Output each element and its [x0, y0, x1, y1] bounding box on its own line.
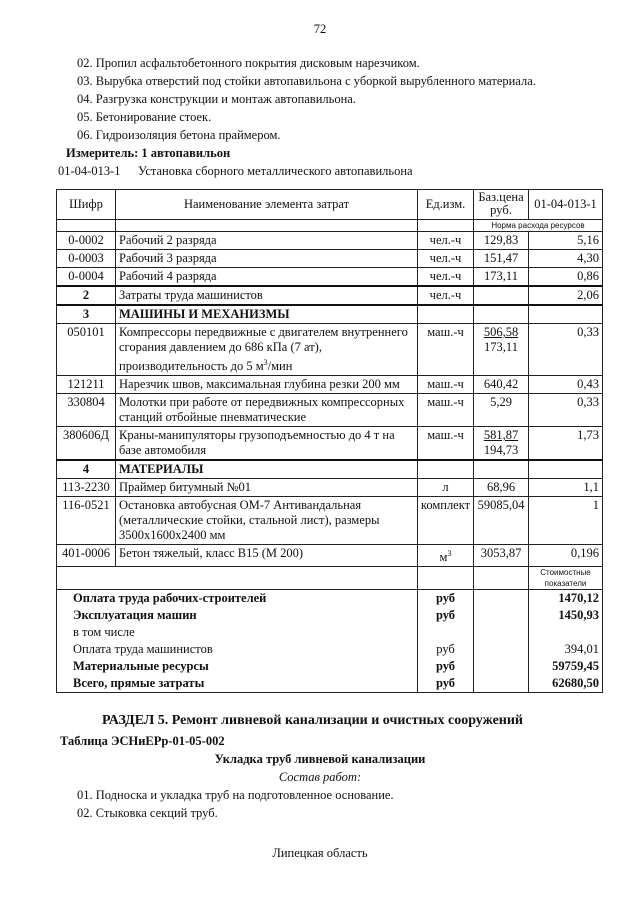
footer-region: Липецкая область [272, 846, 368, 860]
summary-unit: руб [418, 607, 474, 624]
summary-value: 394,01 [529, 641, 603, 658]
cell-code: 330804 [57, 394, 116, 427]
cell-code: 0-0003 [57, 250, 116, 268]
section-title: РАЗДЕЛ 5. Ремонт ливневой канализации и очистных сооружений [102, 713, 523, 728]
cell-code: 113-2230 [57, 479, 116, 497]
cell-norm: 4,30 [529, 250, 603, 268]
cell-norm: 1,1 [529, 479, 603, 497]
item-title: Установка сборного металлического автопавильона [138, 164, 413, 178]
table-row [57, 394, 603, 427]
header-unit: Ед.изм. [418, 190, 474, 220]
table-row [57, 268, 603, 287]
cell-code: 0-0002 [57, 232, 116, 250]
cell-unit: маш.-ч [418, 427, 474, 461]
summary-unit: руб [418, 675, 474, 693]
summary-row [57, 675, 603, 693]
page-number: 72 [313, 22, 327, 36]
cell-name: Рабочий 3 разряда [116, 250, 418, 268]
cell-name: Остановка автобусная ОМ-7 Антивандальная (металлические стойки, стальной лист), размеры 3500х1600х2400 мм [116, 497, 418, 545]
cell-name: Компрессоры передвижные с двигателем внутреннего сгорания давлением до 686 кПа (7 ат), производительность до 5 $м^3$/мин [116, 324, 418, 376]
summary-unit: руб [418, 590, 474, 608]
table-row [57, 479, 603, 497]
table-row [57, 376, 603, 394]
works-caption: Состав работ: [278, 770, 362, 784]
work-item: 04. Разгрузка конструкции и монтаж автопавильона. [77, 92, 356, 106]
cell-name: Бетон тяжелый, класс В15 (М 200) [116, 545, 418, 567]
cell-price: 506,58 173,11 [474, 324, 529, 376]
cell-unit: $м^3$ [418, 545, 474, 567]
summary-row [57, 658, 603, 675]
resource-table [56, 189, 603, 693]
cell-name: Молотки при работе от передвижных компрессорных станций отбойные пневматические [116, 394, 418, 427]
cell-price: 129,83 [474, 232, 529, 250]
item-code: 01-04-013-1 [58, 164, 121, 178]
cell-price: 3053,87 [474, 545, 529, 567]
summary-value: 62680,50 [529, 675, 603, 693]
cell-code: 4 [57, 460, 116, 479]
summary-label: в том числе [57, 624, 418, 641]
header-code: Шифр [57, 190, 116, 220]
cell-price [474, 286, 529, 305]
table-title: Таблица ЭСНиЕРр-01-05-002 [60, 734, 225, 748]
table-row [57, 460, 603, 479]
cell-norm: 0,43 [529, 376, 603, 394]
cell-unit: маш.-ч [418, 394, 474, 427]
header-price: Баз.цена руб. [474, 190, 529, 220]
cell-code: 3 [57, 305, 116, 324]
cell-unit: маш.-ч [418, 376, 474, 394]
table-row [57, 427, 603, 461]
table-row [57, 286, 603, 305]
cell-price: 640,42 [474, 376, 529, 394]
cell-price: 5,29 [474, 394, 529, 427]
cell-name: Рабочий 4 разряда [116, 268, 418, 287]
cell-unit: чел.-ч [418, 250, 474, 268]
summary-label: Эксплуатация машин [57, 607, 418, 624]
summary-row [57, 590, 603, 608]
meter-label: Измеритель: 1 автопавильон [66, 146, 231, 160]
cell-norm: 0,196 [529, 545, 603, 567]
cell-unit: чел.-ч [418, 268, 474, 287]
cell-code: 380606Д [57, 427, 116, 461]
table-row [57, 250, 603, 268]
cell-name: Нарезчик швов, максимальная глубина резки 200 мм [116, 376, 418, 394]
summary-label: Оплата труда рабочих-строителей [57, 590, 418, 608]
cell-name: Затраты труда машинистов [116, 286, 418, 305]
cell-norm: 0,33 [529, 324, 603, 376]
cell-norm: 1,73 [529, 427, 603, 461]
cell-code: 2 [57, 286, 116, 305]
cell-unit: комплект [418, 497, 474, 545]
cell-norm: 5,16 [529, 232, 603, 250]
summary-row [57, 641, 603, 658]
subtitle: Укладка труб ливневой канализации [214, 752, 426, 766]
cell-code: 050101 [57, 324, 116, 376]
cell-unit: чел.-ч [418, 286, 474, 305]
cell-code: 401-0006 [57, 545, 116, 567]
cell-unit: л [418, 479, 474, 497]
summary-row [57, 624, 603, 641]
cell-name: Праймер битумный №01 [116, 479, 418, 497]
table-row [57, 324, 603, 376]
header-norm: 01-04-013-1 [529, 190, 603, 220]
table-row [57, 232, 603, 250]
summary-label: Всего, прямые затраты [57, 675, 418, 693]
cell-unit: маш.-ч [418, 324, 474, 376]
work-item: 06. Гидроизоляция бетона праймером. [77, 128, 281, 142]
work-item: 05. Бетонирование стоек. [77, 110, 212, 124]
table-row [57, 545, 603, 567]
cost-caption: Стоимостные показатели [529, 567, 603, 590]
section-heading: МАШИНЫ И МЕХАНИЗМЫ [116, 305, 418, 324]
work-item: 02. Стыковка секций труб. [77, 806, 218, 820]
cell-price: 59085,04 [474, 497, 529, 545]
cell-name: Рабочий 2 разряда [116, 232, 418, 250]
header-name: Наименование элемента затрат [116, 190, 418, 220]
cell-price: 68,96 [474, 479, 529, 497]
cell-name: Краны-манипуляторы грузоподъемностью до 4 т на базе автомобиля [116, 427, 418, 461]
summary-unit: руб [418, 641, 474, 658]
cell-norm: 2,06 [529, 286, 603, 305]
summary-row [57, 607, 603, 624]
summary-label: Оплата труда машинистов [57, 641, 418, 658]
summary-value: 59759,45 [529, 658, 603, 675]
norm-caption: Норма расхода ресурсов [474, 220, 603, 232]
section-heading: МАТЕРИАЛЫ [116, 460, 418, 479]
summary-unit: руб [418, 658, 474, 675]
cell-price: 151,47 [474, 250, 529, 268]
cell-norm: 1 [529, 497, 603, 545]
work-item: 02. Пропил асфальтобетонного покрытия дисковым нарезчиком. [77, 56, 420, 70]
summary-value: 1470,12 [529, 590, 603, 608]
cell-price: 173,11 [474, 268, 529, 287]
cell-unit: чел.-ч [418, 232, 474, 250]
table-row [57, 497, 603, 545]
cell-price: 581,87 194,73 [474, 427, 529, 461]
table-row [57, 305, 603, 324]
cell-norm: 0,33 [529, 394, 603, 427]
summary-label: Материальные ресурсы [57, 658, 418, 675]
cell-code: 116-0521 [57, 497, 116, 545]
work-item: 01. Подноска и укладка труб на подготовленное основание. [77, 788, 394, 802]
summary-value: 1450,93 [529, 607, 603, 624]
work-item: 03. Вырубка отверстий под стойки автопавильона с уборкой вырубленного материала. [77, 74, 536, 88]
cell-norm: 0,86 [529, 268, 603, 287]
cell-code: 0-0004 [57, 268, 116, 287]
cell-code: 121211 [57, 376, 116, 394]
